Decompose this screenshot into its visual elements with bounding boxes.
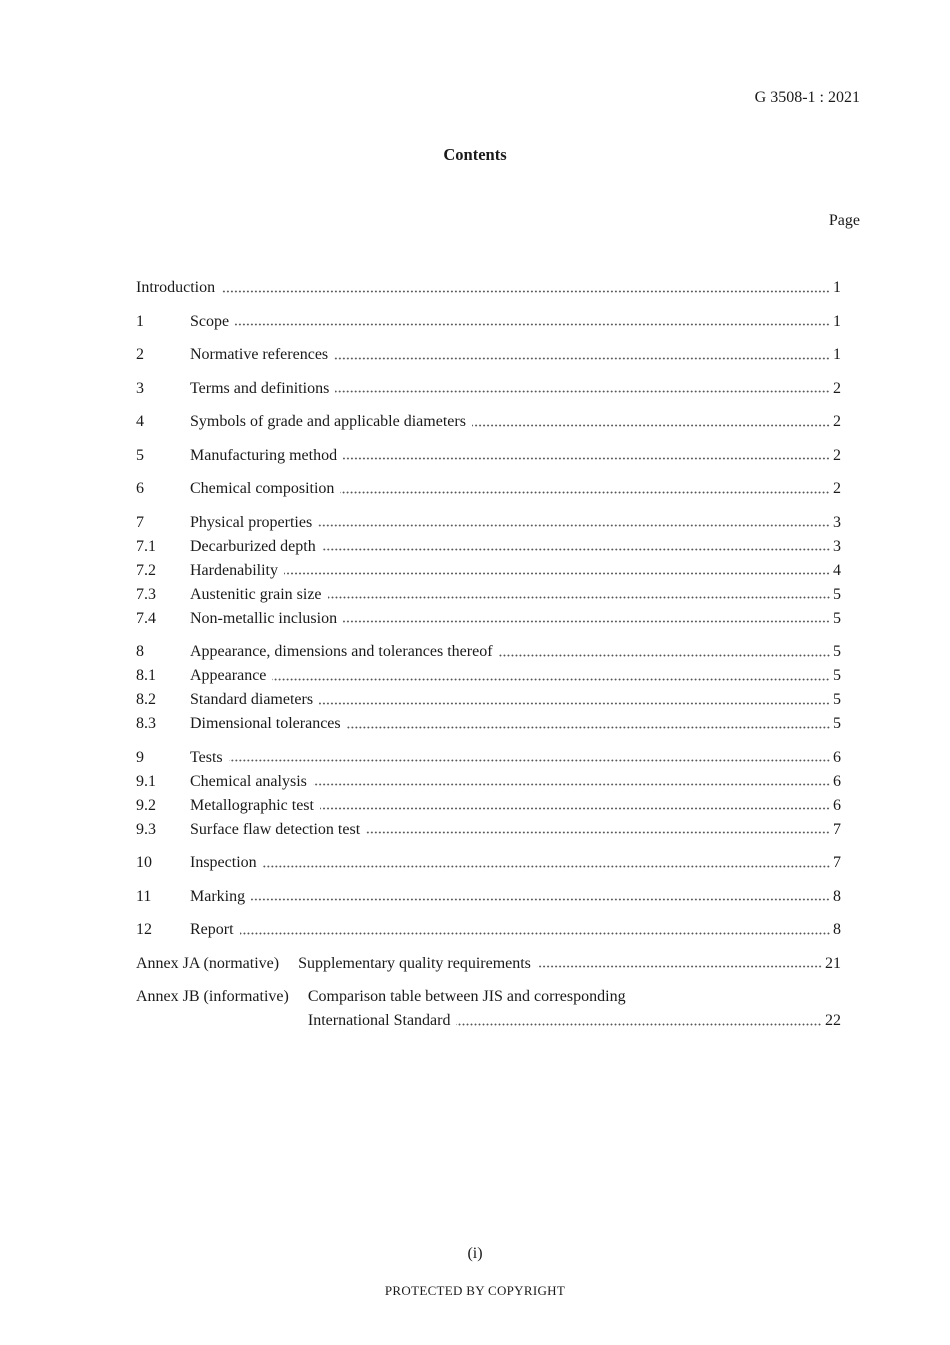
toc-entry-page: 7	[833, 854, 841, 871]
dot-leader	[251, 898, 830, 901]
toc-entry[interactable]	[136, 918, 841, 942]
toc-entry-label: Non-metallic inclusion	[190, 609, 338, 627]
toc-entry-label: Tests	[190, 748, 223, 766]
toc-entry-page: 2	[833, 413, 841, 430]
dot-leader	[537, 965, 822, 968]
page-title: Contents	[443, 145, 507, 164]
toc-entry[interactable]	[136, 410, 841, 434]
toc-entry-number: 11	[136, 887, 152, 905]
toc-entry-page: 8	[833, 921, 841, 938]
toc-entry-page: 5	[833, 609, 841, 627]
toc-entry[interactable]	[136, 310, 841, 334]
toc-entry[interactable]	[136, 559, 841, 583]
toc-entry-number: 8.2	[136, 691, 156, 708]
toc-entry[interactable]	[136, 640, 841, 664]
toc-annex-entry[interactable]	[136, 952, 841, 976]
toc-entry-page: 2	[833, 379, 841, 397]
toc-entry-label: Appearance, dimensions and tolerances thereof	[190, 643, 493, 660]
toc-entry-page: 3	[833, 537, 841, 555]
toc-entry-label: Decarburized depth	[190, 537, 316, 555]
toc-entry-page: 4	[833, 561, 841, 579]
dot-leader	[322, 548, 830, 551]
toc-entry-label: Terms and definitions	[190, 379, 330, 397]
toc-entry-label: Marking	[190, 887, 246, 905]
dot-leader	[235, 323, 830, 326]
dot-leader	[263, 865, 830, 868]
dot-leader	[340, 491, 830, 494]
dot-leader	[366, 831, 830, 834]
toc-entry-page: 5	[833, 691, 841, 708]
dot-leader	[221, 290, 830, 293]
toc-entry-page: 1	[833, 279, 841, 296]
toc-entry-page: 7	[833, 820, 841, 838]
annex-title-line: International Standard	[307, 1012, 451, 1029]
toc-entry-number: 9.2	[136, 796, 156, 814]
annex-title-line: Comparison table between JIS and corresponding	[307, 988, 626, 1005]
toc-entry-number: 7.3	[136, 585, 156, 603]
toc-entry-page: 2	[833, 446, 841, 464]
toc-entry[interactable]	[136, 477, 841, 501]
annex-title-line: Supplementary quality requirements	[298, 954, 531, 972]
dot-leader	[334, 357, 830, 360]
toc-entry-page: 5	[833, 585, 841, 603]
toc-entry-page: 6	[833, 772, 841, 790]
toc-entry[interactable]	[136, 511, 841, 535]
toc-entry[interactable]	[136, 444, 841, 468]
toc-entry[interactable]	[136, 851, 841, 875]
dot-leader	[240, 932, 830, 935]
toc-entry-number: 7.1	[136, 537, 156, 555]
toc-entry-number: 8.1	[136, 667, 156, 684]
toc-entry[interactable]	[136, 535, 841, 559]
table-of-contents	[136, 276, 841, 1033]
toc-entry-number: 6	[136, 480, 144, 497]
toc-entry-page: 5	[833, 715, 841, 732]
toc-entry-label: Scope	[190, 312, 230, 330]
annex-page: 22	[825, 1012, 841, 1029]
dot-leader	[229, 759, 830, 762]
toc-entry-label: Symbols of grade and applicable diameters	[190, 413, 466, 430]
copyright-notice: PROTECTED BY COPYRIGHT	[384, 1283, 566, 1298]
toc-entry[interactable]	[136, 343, 841, 367]
toc-entry-page: 5	[833, 667, 841, 684]
toc-entry-number: 8.3	[136, 715, 156, 732]
toc-entry[interactable]	[136, 885, 841, 909]
page-column-label: Page	[828, 212, 860, 229]
toc-entry[interactable]	[136, 818, 841, 842]
toc-entry[interactable]	[136, 712, 841, 736]
toc-entry-label: Dimensional tolerances	[190, 715, 341, 732]
toc-entry-page: 6	[833, 748, 841, 766]
dot-leader	[456, 1023, 822, 1026]
toc-entry-label: Chemical analysis	[190, 772, 307, 790]
toc-entry[interactable]	[136, 664, 841, 688]
annex-name: Annex JB (informative)	[136, 988, 289, 1005]
toc-entry-label: Inspection	[190, 854, 257, 871]
toc-entry-label: Report	[190, 921, 234, 938]
toc-entry[interactable]	[136, 770, 841, 794]
toc-entry-number: 1	[136, 312, 144, 330]
toc-entry[interactable]	[136, 377, 841, 401]
toc-entry-introduction[interactable]	[136, 276, 841, 300]
toc-entry[interactable]	[136, 746, 841, 770]
dot-leader	[343, 457, 830, 460]
toc-annex-entry[interactable]	[136, 985, 841, 1033]
toc-entry-number: 4	[136, 413, 144, 430]
toc-entry-page: 1	[833, 346, 841, 363]
dot-leader	[328, 596, 830, 599]
toc-entry-number: 7.2	[136, 561, 156, 579]
toc-entry-label: Appearance	[190, 667, 267, 684]
toc-entry-number: 10	[136, 854, 152, 871]
toc-entry-number: 5	[136, 446, 144, 464]
toc-entry-number: 9.1	[136, 772, 156, 790]
dot-leader	[272, 678, 830, 681]
dot-leader	[335, 390, 830, 393]
toc-entry-number: 7	[136, 513, 144, 531]
annex-name: Annex JA (normative)	[136, 954, 280, 972]
annex-page: 21	[825, 954, 841, 972]
dot-leader	[319, 702, 830, 705]
standard-id: G 3508-1 : 2021	[754, 89, 860, 106]
toc-entry-page: 8	[833, 887, 841, 905]
toc-entry-page: 3	[833, 513, 841, 531]
toc-entry[interactable]	[136, 607, 841, 631]
toc-entry-number: 3	[136, 379, 144, 397]
toc-entry-page: 1	[833, 312, 841, 330]
toc-entry[interactable]	[136, 688, 841, 712]
toc-entry-number: 8	[136, 643, 144, 660]
toc-entry-label: Normative references	[190, 346, 329, 363]
toc-entry-label: Manufacturing method	[190, 446, 338, 464]
dot-leader	[318, 524, 830, 527]
toc-entry-label: Hardenability	[190, 561, 278, 579]
toc-entry-page: 2	[833, 480, 841, 497]
toc-entry-page: 5	[833, 643, 841, 660]
dot-leader	[284, 572, 830, 575]
toc-entry-label: Standard diameters	[190, 691, 314, 708]
toc-entry-number: 7.4	[136, 609, 156, 627]
dot-leader	[313, 783, 830, 786]
toc-entry[interactable]	[136, 794, 841, 818]
toc-entry-number: 9	[136, 748, 144, 766]
toc-entry-label: Chemical composition	[190, 480, 335, 497]
toc-entry-label: Introduction	[136, 279, 216, 296]
toc-entry-label: Metallographic test	[190, 796, 314, 814]
page-folio: (i)	[467, 1245, 483, 1262]
dot-leader	[343, 620, 830, 623]
dot-leader	[347, 726, 830, 729]
dot-leader	[499, 654, 830, 657]
toc-entry-label: Surface flaw detection test	[190, 820, 361, 838]
toc-entry-label: Physical properties	[190, 513, 313, 531]
toc-entry-page: 6	[833, 796, 841, 814]
toc-entry[interactable]	[136, 583, 841, 607]
dot-leader	[472, 424, 830, 427]
toc-entry-number: 2	[136, 346, 144, 363]
toc-entry-label: Austenitic grain size	[190, 585, 322, 603]
toc-entry-number: 9.3	[136, 820, 156, 838]
dot-leader	[320, 807, 830, 810]
toc-entry-number: 12	[136, 921, 152, 938]
